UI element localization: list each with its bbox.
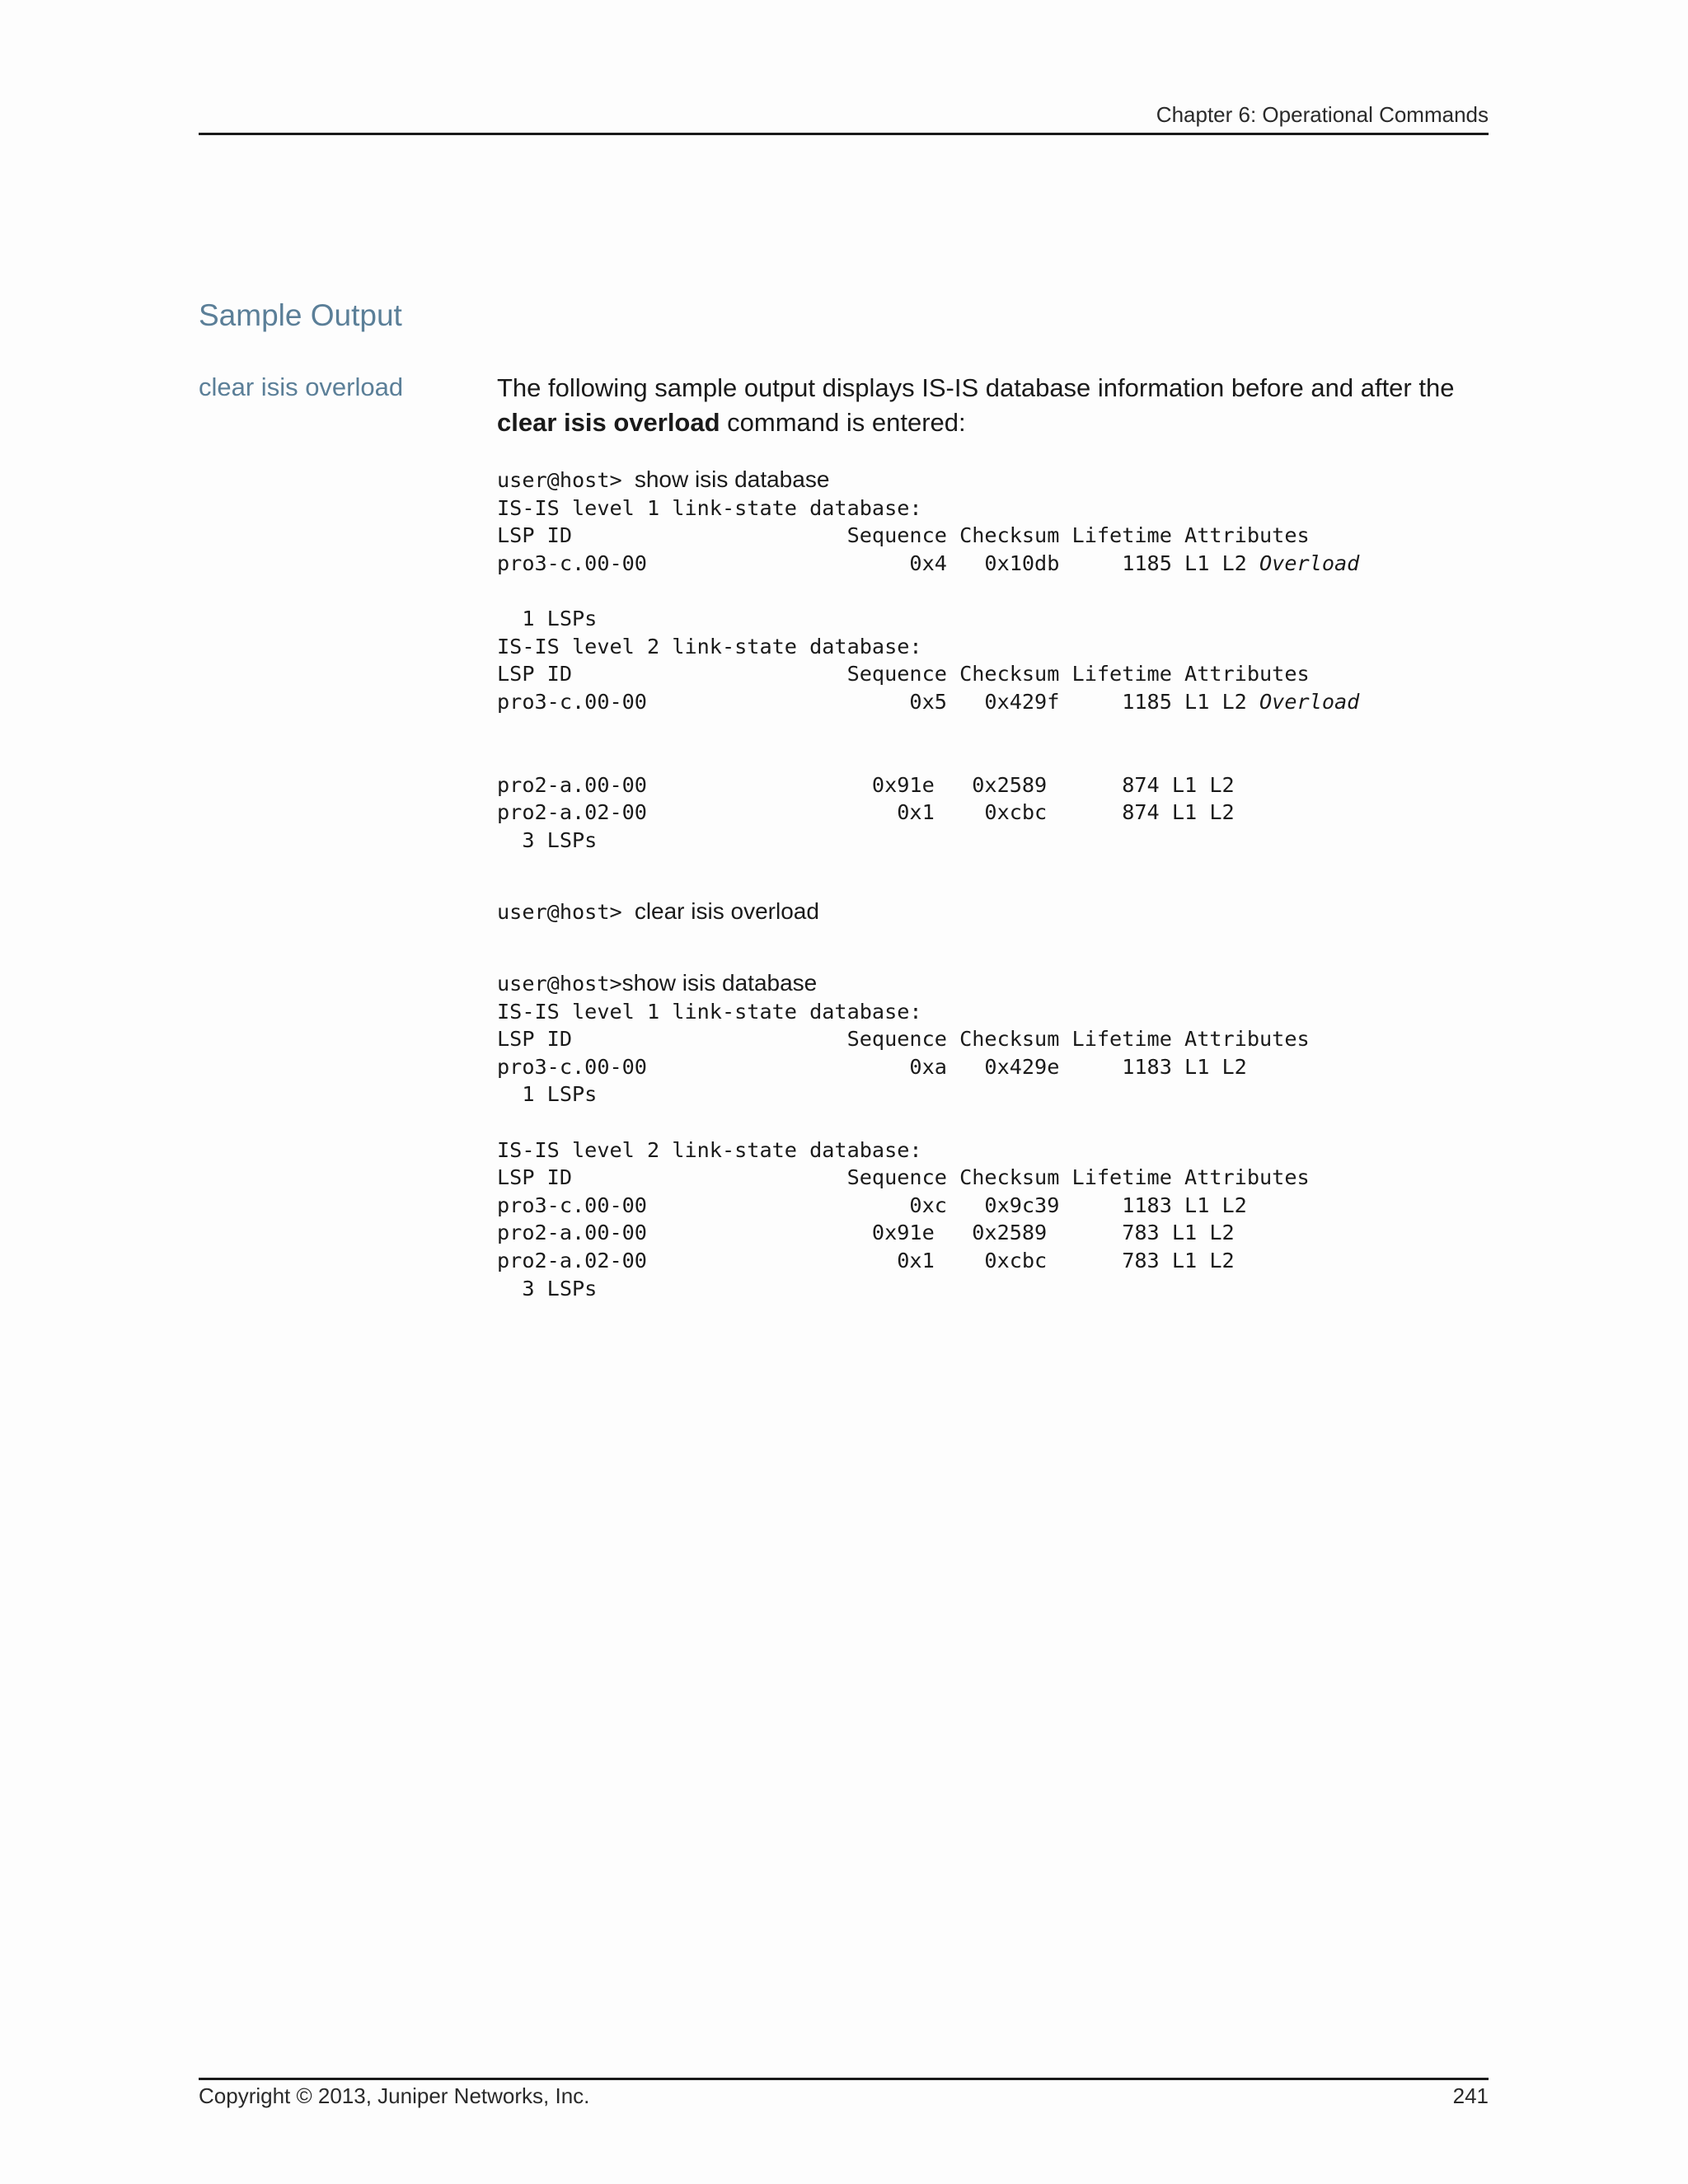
db-heading: IS-IS level 1 link-state database: — [497, 495, 922, 520]
cli-prompt: user@host> — [497, 972, 622, 996]
column-header: LSP ID Sequence Checksum Lifetime Attributes — [497, 1027, 1310, 1052]
lsp-count: 3 LSPs — [497, 1276, 598, 1301]
overload-flag: Overload — [1259, 689, 1360, 714]
lsp-row: pro3-c.00-00 0x4 0x10db 1185 L1 L2 — [497, 551, 1260, 575]
intro-command: clear isis overload — [497, 408, 720, 437]
lsp-row: pro2-a.00-00 0x91e 0x2589 783 L1 L2 — [497, 1221, 1235, 1245]
cli-command: show isis database — [634, 466, 830, 492]
cli-command: show isis database — [621, 970, 818, 996]
column-header: LSP ID Sequence Checksum Lifetime Attributes — [497, 1165, 1310, 1190]
column-header: LSP ID Sequence Checksum Lifetime Attributes — [497, 662, 1310, 687]
lsp-count: 1 LSPs — [497, 606, 598, 630]
header-rule — [199, 133, 1489, 135]
code-block-clear — [497, 898, 819, 926]
lsp-count: 1 LSPs — [497, 1082, 598, 1107]
example-sidehead: clear isis overload — [199, 373, 404, 401]
code-block-before — [497, 466, 1359, 854]
cli-command: clear isis overload — [634, 898, 819, 924]
page-number: 241 — [1452, 2083, 1489, 2108]
lsp-row: pro3-c.00-00 0xa 0x429e 1183 L1 L2 — [497, 1054, 1247, 1079]
lsp-row: pro3-c.00-00 0xc 0x9c39 1183 L1 L2 — [497, 1193, 1247, 1217]
cli-prompt: user@host> — [497, 468, 635, 492]
intro-text-after: command is entered: — [720, 408, 966, 437]
cli-prompt: user@host> — [497, 900, 635, 924]
column-header: LSP ID Sequence Checksum Lifetime Attributes — [497, 523, 1310, 548]
lsp-row: pro2-a.00-00 0x91e 0x2589 874 L1 L2 — [497, 772, 1235, 797]
lsp-count: 3 LSPs — [497, 827, 598, 852]
intro-paragraph — [497, 371, 1494, 440]
db-heading: IS-IS level 2 link-state database: — [497, 1137, 922, 1162]
copyright: Copyright © 2013, Juniper Networks, Inc. — [199, 2083, 590, 2108]
db-heading: IS-IS level 2 link-state database: — [497, 634, 922, 658]
footer-rule — [199, 2078, 1489, 2080]
lsp-row: pro2-a.02-00 0x1 0xcbc 874 L1 L2 — [497, 800, 1235, 825]
lsp-row: pro2-a.02-00 0x1 0xcbc 783 L1 L2 — [497, 1248, 1235, 1272]
code-block-after — [497, 969, 1310, 1302]
running-header: Chapter 6: Operational Commands — [1156, 102, 1489, 127]
lsp-row: pro3-c.00-00 0x5 0x429f 1185 L1 L2 — [497, 689, 1260, 714]
overload-flag: Overload — [1259, 551, 1360, 575]
section-title: Sample Output — [199, 298, 402, 332]
db-heading: IS-IS level 1 link-state database: — [497, 999, 922, 1024]
intro-text-before: The following sample output displays IS-IS database information before and after the — [497, 373, 1455, 402]
